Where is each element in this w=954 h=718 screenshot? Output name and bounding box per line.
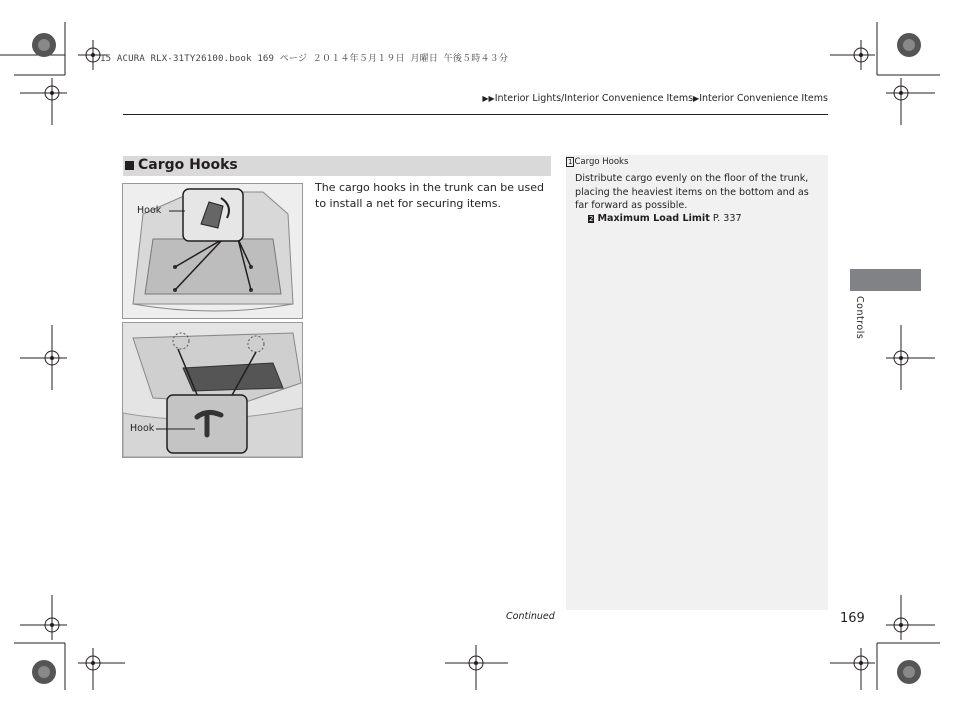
page-number: 169 xyxy=(840,611,865,626)
note-number-icon: 1 xyxy=(568,158,573,166)
breadcrumb-part-1: Interior Lights/Interior Convenience Items xyxy=(494,93,694,104)
link-title: Maximum Load Limit xyxy=(597,213,710,224)
link-page: P. 337 xyxy=(709,213,742,224)
hook-label-top: Hook xyxy=(137,205,162,216)
side-note-text: Distribute cargo evenly on the floor of the trunk, placing the heaviest items on the bottom and as far forward as possible. xyxy=(575,173,809,211)
trunk-side-drawing xyxy=(123,323,302,457)
breadcrumb xyxy=(482,93,828,104)
section-heading-bar xyxy=(123,156,551,176)
section-title: Cargo Hooks xyxy=(138,157,238,173)
printer-header-line: 15 ACURA RLX-31TY26100.book 169 ページ ２０１４年５月１９日 月曜日 午後５時４３分 xyxy=(100,54,509,64)
chapter-tab xyxy=(850,269,921,291)
section-square-icon xyxy=(125,161,134,170)
max-load-link[interactable] xyxy=(588,213,742,224)
header-rule xyxy=(123,114,828,115)
trunk-overview-figure xyxy=(122,183,303,319)
body-paragraph: The cargo hooks in the trunk can be used to install a net for securing items. xyxy=(315,181,544,210)
trunk-side-figure xyxy=(122,322,303,458)
link-arrow-icon: 2 xyxy=(589,215,594,223)
breadcrumb-arrows: ▶▶ xyxy=(482,94,495,103)
side-note-heading: 1 Cargo Hooks xyxy=(568,157,629,167)
side-note-panel xyxy=(566,155,828,610)
continued-label: Continued xyxy=(506,611,555,622)
breadcrumb-part-2: Interior Convenience Items xyxy=(699,93,828,104)
hook-label-bottom: Hook xyxy=(130,423,155,434)
chapter-tab-label: Controls xyxy=(854,296,865,340)
breadcrumb-separator: ▶ xyxy=(693,94,700,103)
